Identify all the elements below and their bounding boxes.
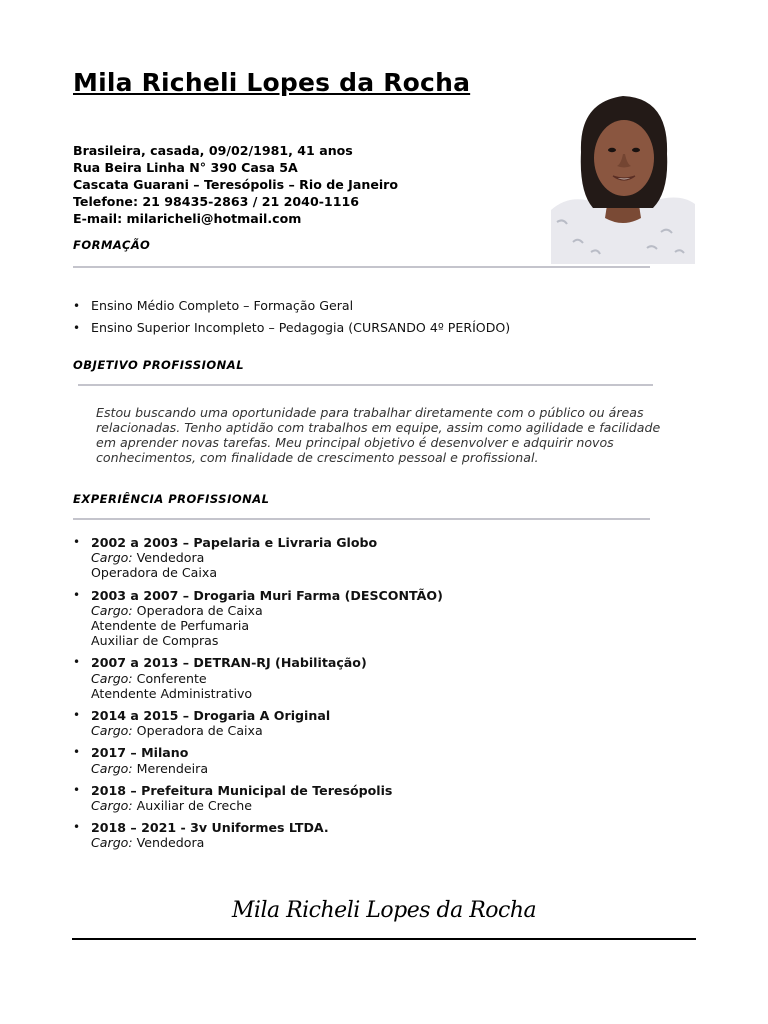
role: Vendedora [136,835,205,851]
bullet-icon: • [73,782,81,797]
section-title-objetivo: OBJETIVO PROFISSIONAL [73,358,245,372]
cargo-label: Cargo: [91,550,133,566]
role: Conferente [136,670,207,686]
experience-period: 2018 – Prefeitura Municipal de Teresópolis [91,782,393,798]
experience-item [73,588,443,649]
list-item-text: Ensino Superior Incompleto – Pedagogia (CURSANDO 4º PERÍODO) [91,320,511,335]
candidate-name: Mila Richeli Lopes da Rocha [73,68,471,97]
objective-line: relacionadas. Tenho aptidão com trabalhos em equipe, assim como agilidade e facilidade [96,420,661,435]
bullet-icon: • [73,820,81,835]
role: Operadora de Caixa [136,602,263,618]
cargo-label: Cargo: [91,760,133,776]
experience-item [73,655,443,701]
cargo-label: Cargo: [91,670,133,686]
list-item-text: Ensino Médio Completo – Formação Geral [91,298,354,313]
experience-period: 2018 – 2021 - 3v Uniformes LTDA. [91,820,329,836]
address-city: Cascata Guarani – Teresópolis – Rio de Janeiro [73,177,399,192]
role: Atendente Administrativo [91,685,253,701]
experience-period: 2002 a 2003 – Papelaria e Livraria Globo [91,535,378,550]
bullet-icon: • [73,587,81,602]
experience-item [73,745,443,775]
bullet-icon: • [73,321,81,335]
cargo-label: Cargo: [91,723,133,739]
section-divider [73,518,650,520]
bullet-icon: • [73,708,81,723]
signature: Mila Richeli Lopes da Rocha [231,898,537,923]
section-title-experiencia: EXPERIÊNCIA PROFISSIONAL [73,492,270,506]
personal-details: Brasileira, casada, 09/02/1981, 41 anos [73,143,353,158]
bullet-icon: • [73,299,81,313]
role: Auxiliar de Compras [91,633,219,649]
experience-item [73,820,443,850]
bullet-icon: • [73,655,81,670]
objective-line: conhecimentos, com finalidade de crescimento pessoal e profissional. [96,450,539,465]
objective-text [96,405,686,465]
cargo-label: Cargo: [91,602,133,618]
objective-line: em aprender novas tarefas. Meu principal objetivo é desenvolver e adquirir novos [96,435,614,450]
experience-item [73,783,443,813]
experience-list [73,535,443,858]
role: Merendeira [136,760,209,776]
role: Atendente de Perfumaria [91,618,250,634]
bullet-icon: • [73,745,81,760]
cargo-label: Cargo: [91,798,133,814]
experience-period: 2003 a 2007 – Drogaria Muri Farma (DESCONTÃO) [91,587,443,603]
email-line: E-mail: milaricheli@hotmail.com [73,211,302,226]
signature-line [72,938,696,940]
role: Operadora de Caixa [136,723,263,739]
experience-item [73,708,443,738]
list-item [73,295,510,317]
cargo-label: Cargo: [91,835,133,851]
section-title-formacao: FORMAÇÃO [73,238,151,252]
section-divider [73,266,650,268]
list-item [73,317,510,339]
formacao-list [73,295,510,339]
experience-period: 2007 a 2013 – DETRAN-RJ (Habilitação) [91,655,367,671]
phone-line: Telefone: 21 98435-2863 / 21 2040-1116 [73,194,359,209]
section-divider [78,384,653,386]
experience-item [73,535,443,581]
objective-line: Estou buscando uma oportunidade para trabalhar diretamente com o público ou áreas [96,405,644,420]
experience-period: 2014 a 2015 – Drogaria A Original [91,708,331,724]
profile-photo [551,92,695,264]
role: Operadora de Caixa [91,565,218,581]
address-line: Rua Beira Linha N° 390 Casa 5A [73,160,298,175]
bullet-icon: • [73,535,81,549]
role: Auxiliar de Creche [136,798,252,814]
contact-info [73,142,398,227]
experience-period: 2017 – Milano [91,745,189,761]
role: Vendedora [136,550,205,566]
